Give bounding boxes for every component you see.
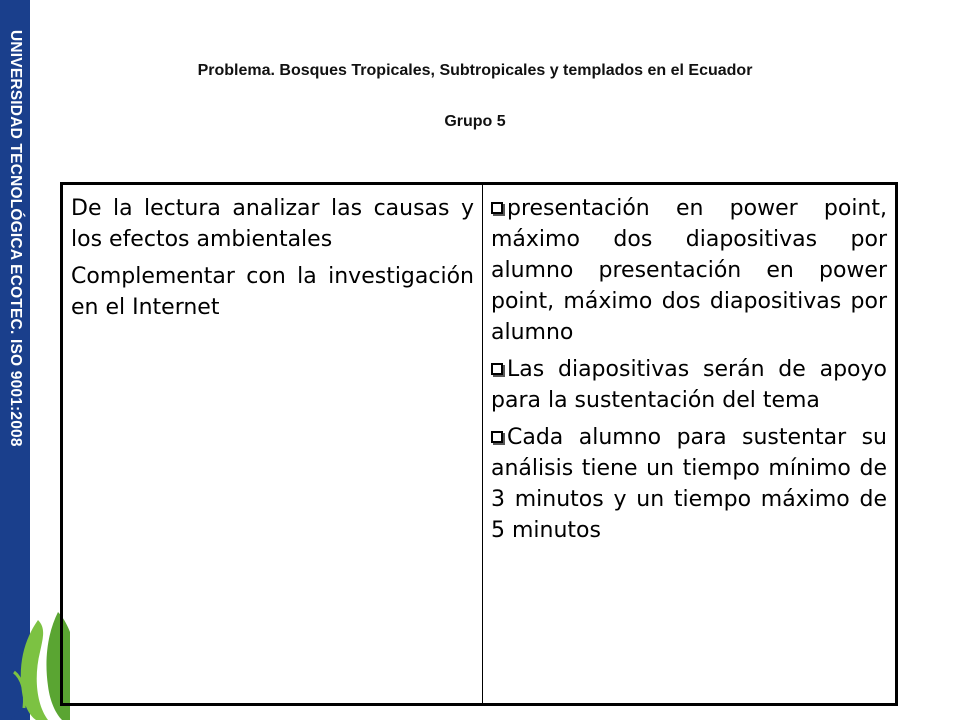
university-name: UNIVERSIDAD TECNOLÓGICA ECOTEC. ISO 9001:2008	[7, 30, 24, 447]
square-bullet-icon	[491, 363, 503, 375]
bullet-item	[491, 193, 887, 348]
page-title: Problema. Bosques Tropicales, Subtropicales y templados en el Ecuador	[197, 62, 753, 79]
bullet-text: Cada alumno para sustentar su análisis tiene un tiempo mínimo de 3 minutos y un tiempo máximo de 5 minutos	[491, 425, 887, 543]
left-column	[63, 185, 483, 703]
bullet-item	[491, 422, 887, 546]
left-paragraph: Complementar con la investigación en el Internet	[71, 264, 474, 320]
right-column	[483, 185, 895, 703]
square-bullet-icon	[491, 202, 503, 214]
left-paragraph: De la lectura analizar las causas y los efectos ambientales	[71, 196, 474, 252]
square-bullet-icon	[491, 431, 503, 443]
bullet-item	[491, 354, 887, 416]
content-table	[60, 182, 898, 706]
bullet-text: presentación en power point, máximo dos diapositivas por alumno presentación en power point, máximo dos diapositivas por alumno	[491, 196, 887, 345]
bullet-text: Las diapositivas serán de apoyo para la sustentación del tema	[491, 357, 887, 413]
group-label: Grupo 5	[444, 113, 506, 130]
